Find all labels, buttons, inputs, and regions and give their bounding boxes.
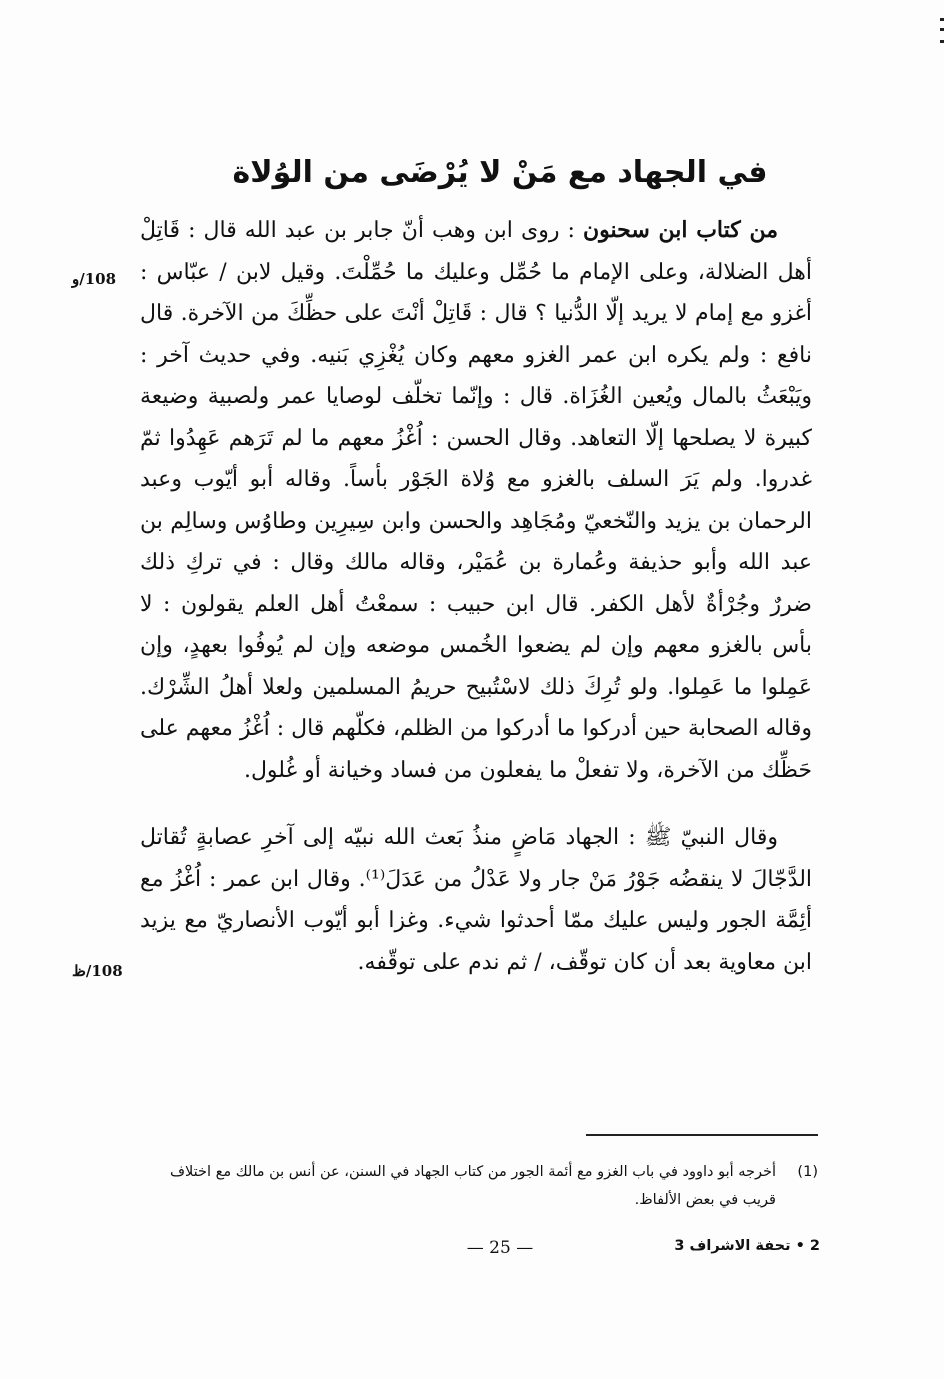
- source-citation: من كتاب ابن سحنون: [582, 217, 779, 243]
- paragraph-2: [140, 817, 812, 983]
- paragraph-2-text: وقال النبيّ ﷺ : الجهاد مَاضٍ منذُ بَعث الله نبيّه إلى آخرِ عصابةٍ تُقاتل الدَّجّالَ لا ينقضُه جَوْرُ مَنْ جار ولا عَدْلُ من عَدَلَ⁽¹⁾. وقال ابن عمر : اُغْزُ مع أئِمَّة الجور وليس عليك ممّا أحدثوا شيء. وغزا أبو أيّوب الأنصاريّ مع يزيد ابن معاوية بعد أن كان توقّف، / ثم ندم على توقّفه.: [140, 825, 813, 975]
- printer-signature: 2 • تحفة الاشراف 3: [674, 1238, 820, 1254]
- paragraph-1: [140, 210, 812, 791]
- main-text: [140, 210, 812, 983]
- page-title: في الجهاد مع مَنْ لا يُرْضَى من الوُلاة: [232, 155, 768, 191]
- margin-folio-note-bottom: 108/ظ: [72, 962, 123, 980]
- page-number: — 25 —: [466, 1238, 534, 1258]
- footnote: [150, 1158, 818, 1214]
- scan-edge-marks: [938, 0, 944, 50]
- footnote-marker: (1): [797, 1164, 818, 1180]
- paragraph-1-text: : روى ابن وهب أنّ جابر بن عبد الله قال : قَاتِلْ أهل الضلالة، وعلى الإمام ما حُمِّل وعليك ما حُمِّلْتَ. وقيل لابن / عبّاس : أغزو مع إمام لا يريد إلّا الدُّنيا ؟ قال : قَاتِلْ أنْتَ على حظِّكَ من الآخرة. قال نافع : ولم يكره ابن عمر الغزو معهم وكان يُغْزِي بَنيه. وفي حديث آخر : ويَبْعَثُ بالمال ويُعين الغُزَاة. قال : وإنّما تخلّف لوصايا عمر ولصبية وضيعة كبيرة لا يصلحها إلّا التعاهد. وقال الحسن : اُغْزُ معهم ما لم تَرَهم عَهِدُوا ثمّ غدروا. ولم يَرَ السلف بالغزو مع وُلاة الجَوْر بأساً. وقاله أبو أيّوب وعبد الرحمان بن يزيد والنّخعيّ ومُجَاهِد والحسن وابن سِيرِين وطاوُس وسالِم بن عبد الله وأبو حذيفة وعُمارة بن عُمَيْر، وقاله مالك وقال : في تركِ ذلك ضررٌ وجُرْأةٌ لأهل الكفر. قال ابن حبيب : سمعْتُ أهل العلم يقولون : لا بأس بالغزو معهم وإن لم يضعوا الخُمس موضعه وإن لم يُوفُوا بعهدٍ، وإن عَمِلوا ما عَمِلوا. ولو تُرِكَ ذلك لاسْتُبيح حريمُ المسلمين ولعلا أهلُ الشِّرْك. وقاله الصحابة حين أدركوا ما أدركوا من الظلم، فكلّهم قال : اُغْزُ معهم على حَظِّك من الآخرة، ولا تفعلْ ما يفعلون من فساد وخيانة أو غُلول.: [140, 218, 812, 783]
- footnote-text: أخرجه أبو داوود في باب الغزو مع أئمة الجور من كتاب الجهاد في السنن، عن أنس بن مالك مع اختلاف قريب في بعض الألفاظ.: [169, 1164, 776, 1208]
- footnote-separator: [586, 1134, 818, 1136]
- margin-folio-note-top: 108/و: [72, 270, 117, 288]
